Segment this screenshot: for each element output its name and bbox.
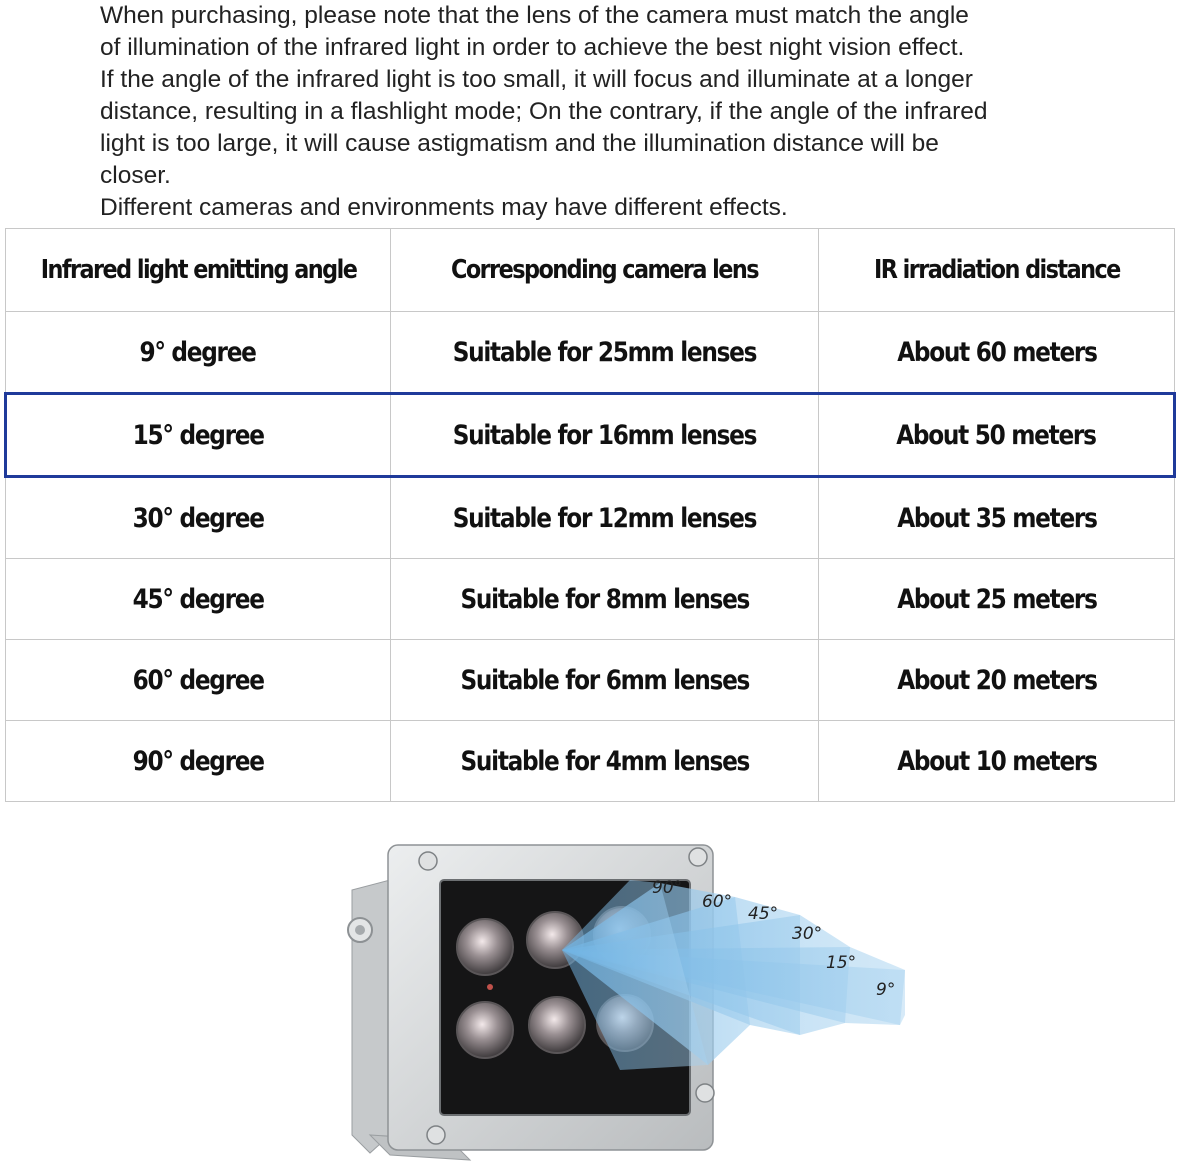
cell-lens: Suitable for 16mm lenses: [391, 394, 819, 477]
intro-line: If the angle of the infrared light is too small, it will focus and illuminate at a longer: [100, 66, 973, 93]
cell-angle: 30° degree: [6, 477, 391, 559]
cell-angle: 15° degree: [6, 394, 391, 477]
cell-lens: Suitable for 12mm lenses: [391, 477, 819, 559]
cell-angle: 45° degree: [6, 559, 391, 640]
intro-line: When purchasing, please note that the lens of the camera must match the angle: [100, 2, 969, 29]
cell-angle: 60° degree: [6, 640, 391, 721]
table-row-highlighted: [6, 394, 1175, 477]
screw-icon: [419, 852, 437, 870]
table-header-row: [6, 229, 1175, 312]
intro-line: Different cameras and environments may have different effects.: [100, 194, 788, 221]
angle-label: 90°: [652, 878, 683, 898]
header-lens: Corresponding camera lens: [391, 229, 819, 312]
ir-illuminator-illustration: [330, 835, 930, 1166]
header-distance: IR irradiation distance: [819, 229, 1175, 312]
cell-lens: Suitable for 4mm lenses: [391, 721, 819, 802]
screw-icon: [427, 1126, 445, 1144]
intro-line: distance, resulting in a flashlight mode; On the contrary, if the angle of the infrared: [100, 98, 988, 125]
screw-icon: [696, 1084, 714, 1102]
angle-label: 45°: [748, 904, 779, 924]
angle-label: 9°: [876, 980, 896, 1000]
table-row: [6, 477, 1175, 559]
intro-line: closer.: [100, 162, 171, 189]
cell-distance: About 35 meters: [819, 477, 1175, 559]
cell-angle: 90° degree: [6, 721, 391, 802]
cell-distance: About 20 meters: [819, 640, 1175, 721]
cell-distance: About 50 meters: [819, 394, 1175, 477]
ir-angle-table: [4, 228, 1176, 802]
angle-label: 60°: [702, 892, 733, 912]
header-angle: Infrared light emitting angle: [6, 229, 391, 312]
table-row: [6, 559, 1175, 640]
cell-lens: Suitable for 8mm lenses: [391, 559, 819, 640]
table-row: [6, 312, 1175, 394]
cell-distance: About 10 meters: [819, 721, 1175, 802]
cell-distance: About 60 meters: [819, 312, 1175, 394]
intro-line: of illumination of the infrared light in order to achieve the best night vision effect.: [100, 34, 965, 61]
screw-icon: [689, 848, 707, 866]
intro-line: light is too large, it will cause astigmatism and the illumination distance will be: [100, 130, 939, 157]
angle-label: 15°: [826, 953, 857, 973]
ir-beam-fan: [562, 880, 905, 1070]
angle-label: 30°: [792, 924, 823, 944]
table-row: [6, 640, 1175, 721]
table-row: [6, 721, 1175, 802]
cell-lens: Suitable for 25mm lenses: [391, 312, 819, 394]
cell-angle: 9° degree: [6, 312, 391, 394]
intro-text: [100, 0, 1170, 224]
cell-distance: About 25 meters: [819, 559, 1175, 640]
cell-lens: Suitable for 6mm lenses: [391, 640, 819, 721]
